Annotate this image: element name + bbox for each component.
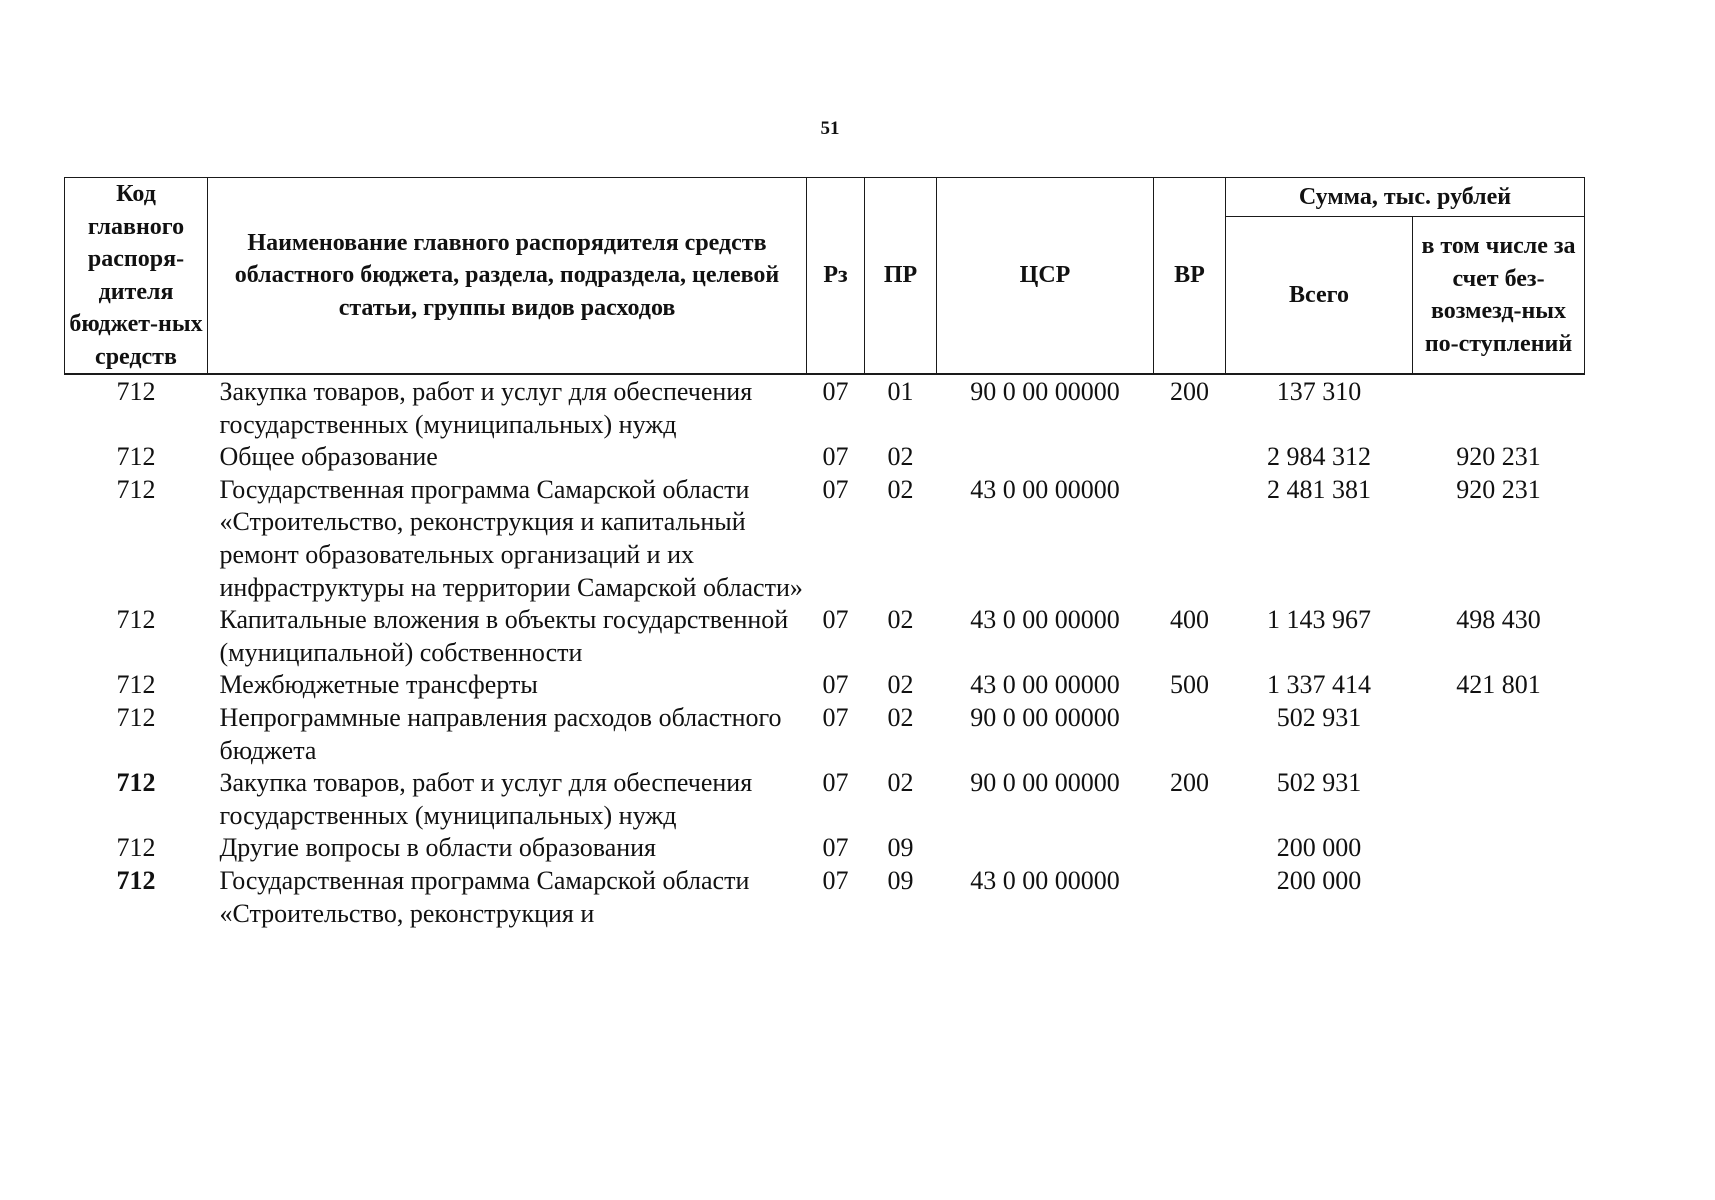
cell-rz: 07 <box>822 670 849 700</box>
table-row <box>65 767 1585 832</box>
table-row <box>65 832 1585 865</box>
cell-name: Государственная программа Самарской области «Строительство, реконструкция и <box>219 865 750 928</box>
cell-pr: 02 <box>887 442 914 472</box>
header-code: Код главного распоря-дителя бюджет-ных средств <box>65 178 208 375</box>
cell-csr: 90 0 00 00000 <box>970 768 1120 798</box>
cell-csr <box>937 832 1154 865</box>
cell-total: 1 337 414 <box>1267 670 1371 700</box>
cell-name: Другие вопросы в области образования <box>219 833 657 863</box>
header-pr: ПР <box>865 178 937 375</box>
cell-csr <box>937 441 1154 474</box>
table-row <box>65 441 1585 474</box>
cell-code: 712 <box>116 377 156 406</box>
cell-gratis: 498 430 <box>1456 605 1541 635</box>
cell-rz: 07 <box>822 768 849 798</box>
header-rz: Рз <box>807 178 865 375</box>
cell-csr: 43 0 00 00000 <box>970 670 1120 700</box>
cell-gratis <box>1413 374 1585 441</box>
cell-rz: 07 <box>822 833 849 863</box>
header-vr: ВР <box>1154 178 1226 375</box>
cell-code: 712 <box>116 474 156 504</box>
cell-rz: 07 <box>822 865 849 895</box>
cell-vr <box>1154 832 1226 865</box>
cell-vr <box>1154 441 1226 474</box>
cell-name: Межбюджетные трансферты <box>219 670 538 700</box>
cell-code: 712 <box>116 833 156 863</box>
cell-vr: 200 <box>1170 768 1209 798</box>
page-number: 51 <box>820 118 840 139</box>
cell-pr: 09 <box>887 865 914 895</box>
cell-code: 712 <box>116 670 156 700</box>
cell-code: 712 <box>116 605 156 635</box>
cell-gratis: 920 231 <box>1456 474 1541 504</box>
table-row <box>65 374 1585 441</box>
table-row <box>65 604 1585 669</box>
cell-csr: 90 0 00 00000 <box>970 377 1120 406</box>
cell-vr: 400 <box>1170 605 1209 635</box>
cell-total: 502 931 <box>1276 768 1362 798</box>
cell-csr: 43 0 00 00000 <box>970 605 1120 635</box>
cell-total: 2 481 381 <box>1267 474 1371 504</box>
table-row <box>65 474 1585 604</box>
cell-rz: 07 <box>822 605 849 635</box>
cell-pr: 09 <box>887 833 914 863</box>
cell-vr <box>1154 865 1226 930</box>
cell-vr <box>1154 702 1226 767</box>
table-row <box>65 865 1585 930</box>
cell-pr: 02 <box>887 768 914 798</box>
cell-code: 712 <box>116 865 156 895</box>
table-body <box>65 374 1585 930</box>
cell-name: Государственная программа Самарской области «Строительство, реконструкция и капитальный ремонт образовательных организаций и их инфраструктуры на территории Самарской области» <box>219 474 803 602</box>
cell-vr: 200 <box>1170 377 1209 406</box>
header-sum-group: Сумма, тыс. рублей <box>1226 178 1585 217</box>
cell-gratis: 421 801 <box>1456 670 1541 700</box>
cell-gratis <box>1413 832 1585 865</box>
cell-total: 200 000 <box>1276 865 1362 895</box>
cell-code: 712 <box>116 768 156 798</box>
table-header <box>65 178 1585 375</box>
cell-rz: 07 <box>822 442 849 472</box>
cell-code: 712 <box>116 702 156 732</box>
cell-pr: 01 <box>887 377 914 406</box>
cell-pr: 02 <box>887 474 914 504</box>
cell-pr: 02 <box>887 670 914 700</box>
cell-name: Непрограммные направления расходов областного бюджета <box>219 702 782 765</box>
cell-gratis <box>1413 767 1585 832</box>
cell-total: 502 931 <box>1276 702 1362 732</box>
cell-rz: 07 <box>822 702 849 732</box>
cell-csr: 90 0 00 00000 <box>970 702 1120 732</box>
cell-csr: 43 0 00 00000 <box>970 474 1120 504</box>
header-name: Наименование главного распорядителя средств областного бюджета, раздела, подраздела, целевой статьи, группы видов расходов <box>208 178 807 375</box>
cell-vr: 500 <box>1170 670 1209 700</box>
cell-pr: 02 <box>887 702 914 732</box>
cell-total: 200 000 <box>1276 833 1362 863</box>
cell-total: 137 310 <box>1276 377 1362 406</box>
table-row <box>65 669 1585 702</box>
cell-name: Закупка товаров, работ и услуг для обеспечения государственных (муниципальных) нужд <box>219 768 753 830</box>
cell-total: 2 984 312 <box>1267 442 1371 472</box>
cell-gratis <box>1413 865 1585 930</box>
cell-gratis: 920 231 <box>1456 442 1541 472</box>
header-gratis: в том числе за счет без-возмезд-ных по-ступлений <box>1413 217 1585 375</box>
cell-total: 1 143 967 <box>1267 605 1371 635</box>
cell-gratis <box>1413 702 1585 767</box>
cell-rz: 07 <box>822 377 849 406</box>
header-total: Всего <box>1226 217 1413 375</box>
cell-rz: 07 <box>822 474 849 504</box>
cell-code: 712 <box>116 442 156 472</box>
cell-name: Закупка товаров, работ и услуг для обеспечения государственных (муниципальных) нужд <box>219 377 753 439</box>
cell-name: Общее образование <box>219 442 438 472</box>
table-row <box>65 702 1585 767</box>
cell-name: Капитальные вложения в объекты государственной (муниципальной) собственности <box>219 605 789 667</box>
cell-csr: 43 0 00 00000 <box>970 865 1120 895</box>
cell-vr <box>1154 474 1226 604</box>
budget-table <box>64 177 1585 930</box>
header-csr: ЦСР <box>937 178 1154 375</box>
cell-pr: 02 <box>887 605 914 635</box>
